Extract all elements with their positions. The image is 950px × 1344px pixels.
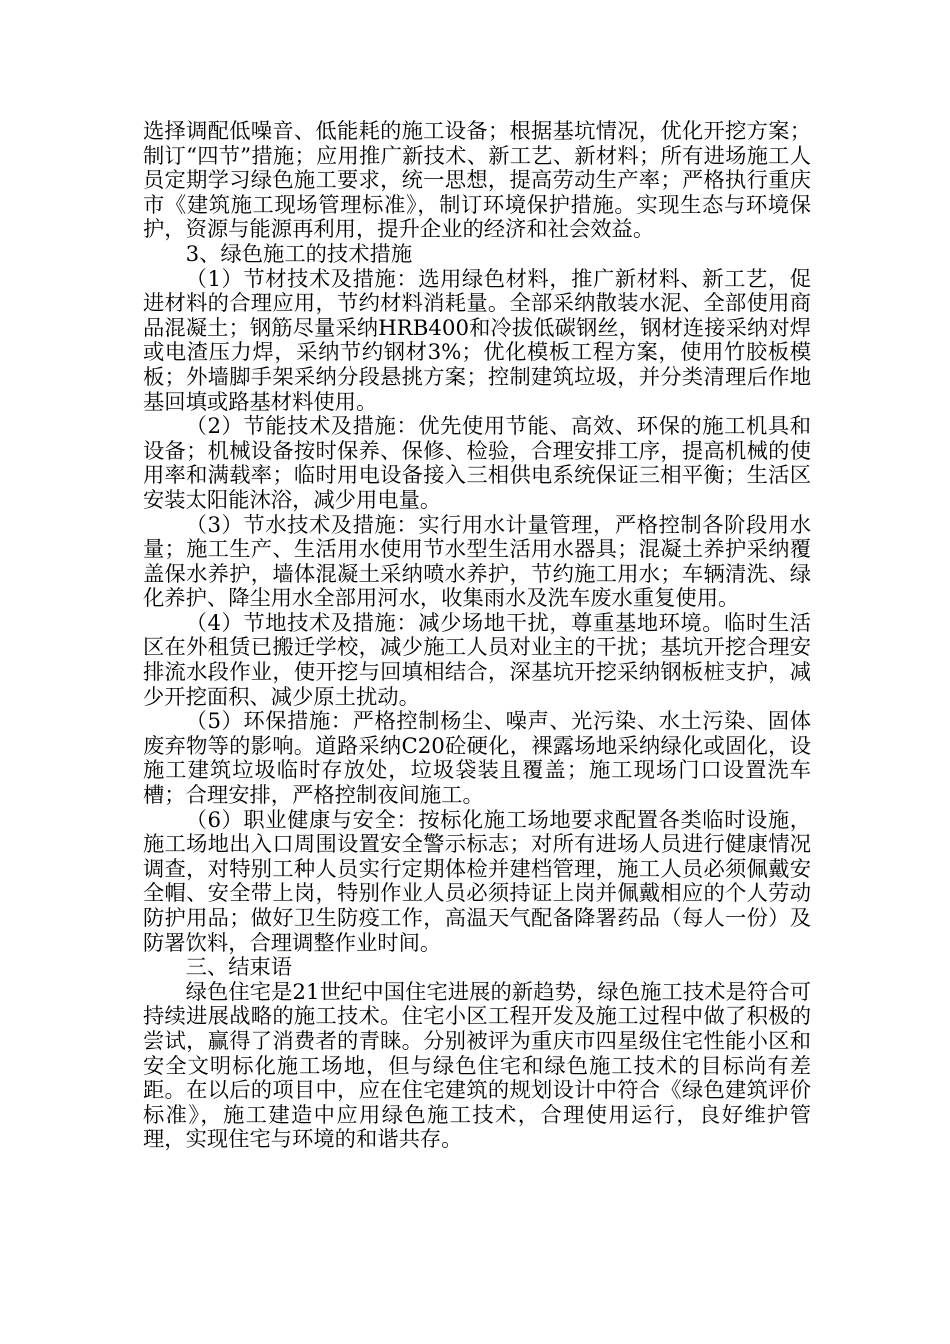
paragraph-occupational-health-safety: （6）职业健康与安全：按标化施工场地要求配置各类临时设施，施工场地出入口周围设置安全警示标志；对所有进场人员进行健康情况调查，对特别工种人员实行定期体检并建档管理，施工人员必须佩戴安全帽、安全带上岗，特别作业人员必须持证上岗并佩戴相应的个人劳动防护用品；做好卫生防疫工作，高温天气配备降署药品（每人一份）及防署饮料，合理调整作业时间。 (143, 807, 811, 956)
paragraph-energy-saving: （2）节能技术及措施：优先使用节能、高效、环保的施工机具和设备；机械设备按时保养、保修、检验，合理安排工序，提高机械的使用率和满载率；临时用电设备接入三相供电系统保证三相平衡；生活区安装太阳能沐浴，减少用电量。 (143, 414, 811, 513)
paragraph-material-saving: （1）节材技术及措施：选用绿色材料，推广新材料、新工艺，促进材料的合理应用，节约材料消耗量。全部采纳散装水泥、全部使用商品混凝土；钢筋尽量采纳HRB400和冷拔低碳钢丝，钢材连接采纳对焊或电渣压力焊，采纳节约钢材3%；优化模板工程方案，使用竹胶板模板；外墙脚手架采纳分段悬挑方案；控制建筑垃圾，并分类清理后作地基回填或路基材料使用。 (143, 266, 811, 415)
paragraph-conclusion: 绿色住宅是21世纪中国住宅进展的新趋势，绿色施工技术是符合可持续进展战略的施工技术。住宅小区工程开发及施工过程中做了积极的尝试，赢得了消费者的青睐。分别被评为重庆市四星级住宅性能小区和安全文明标化施工场地，但与绿色住宅和绿色施工技术的目标尚有差距。在以后的项目中，应在住宅建筑的规划设计中符合《绿色建筑评价标准》，施工建造中应用绿色施工技术，合理使用运行，良好维护管理，实现住宅与环境的和谐共存。 (143, 979, 811, 1153)
paragraph-continuation: 选择调配低噪音、低能耗的施工设备；根据基坑情况，优化开挖方案；制订“四节”措施；应用推广新技术、新工艺、新材料；所有进场施工人员定期学习绿色施工要求，统一思想，提高劳动生产率；严格执行重庆市《建筑施工现场管理标准》，制订环境保护措施。实现生态与环境保护，资源与能源再利用，提升企业的经济和社会效益。 (143, 119, 811, 243)
paragraph-environmental-protection: （5）环保措施：严格控制杨尘、噪声、光污染、水土污染、固体废弃物等的影响。道路采纳C20砼硬化，裸露场地采纳绿化或固化，设施工建筑垃圾临时存放处，垃圾袋装且覆盖；施工现场门口设置洗车槽；合理安排，严格控制夜间施工。 (143, 709, 811, 809)
section-heading-green-construction-measures: 3、绿色施工的技术措施 (185, 241, 413, 267)
paragraph-water-saving: （3）节水技术及措施：实行用水计量管理，严格控制各阶段用水量；施工生产、生活用水使用节水型生活用水器具；混凝土养护采纳覆盖保水养护，墙体混凝土采纳喷水养护，节约施工用水；车辆清洗、绿化养护、降尘用水全部用河水，收集雨水及洗车废水重复使用。 (143, 512, 811, 612)
paragraph-land-saving: （4）节地技术及措施：减少场地干扰，尊重基地环境。临时生活区在外租赁已搬迁学校，减少施工人员对业主的干扰；基坑开挖合理安排流水段作业，使开挖与回填相结合，深基坑开挖采纳钢板桩支护，减少开挖面积、减少原土扰动。 (143, 610, 811, 710)
document-body (143, 120, 811, 1153)
section-heading-conclusion: 三、结束语 (185, 955, 293, 981)
